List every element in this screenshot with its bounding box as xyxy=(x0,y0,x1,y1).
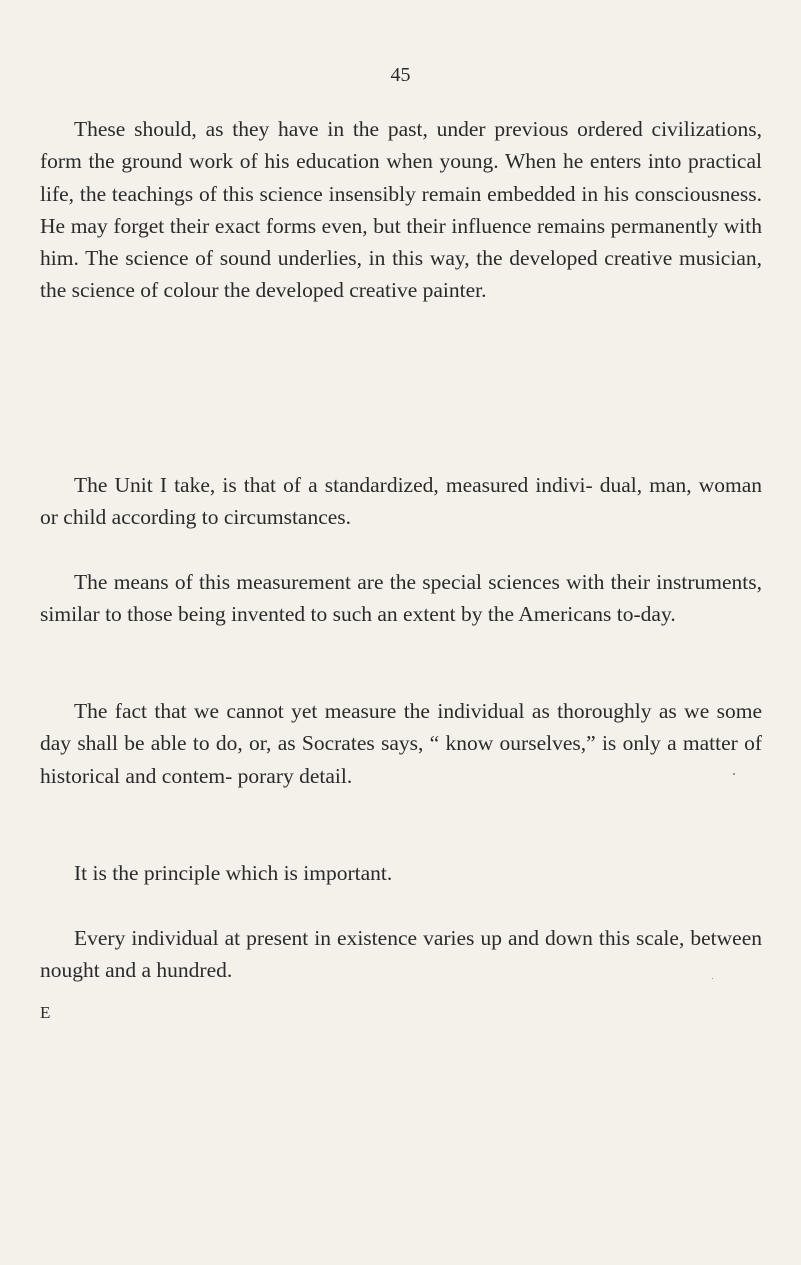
paragraph-4: The fact that we cannot yet measure the individual as thoroughly as we some day shall be able to do, or, as Socrates says, “ know ourselves,” is only a matter of historical and contem- porary detail. xyxy=(40,699,762,788)
paragraph-2: The Unit I take, is that of a standardized, measured indivi- dual, man, woman or child according to circumstances. xyxy=(40,473,762,530)
signature-mark: E xyxy=(40,1003,51,1022)
paragraph-3: The means of this measurement are the special sciences with their instruments, similar to those being invented to such an extent by the Americans to-day. xyxy=(40,570,762,627)
paper-speck xyxy=(733,773,735,775)
paragraph-5: It is the principle which is important. xyxy=(74,861,393,885)
paper-speck xyxy=(712,978,713,979)
paragraph-6: Every individual at present in existence varies up and down this scale, between nought and a hundred. xyxy=(40,926,762,983)
paragraph-1: These should, as they have in the past, under previous ordered civilizations, form the ground work of his education when young. When he enters into practical life, the teachings of this science insensibly remain embedded in his consciousness. He may forget their exact forms even, but their influence remains permanently with him. The science of sound underlies, in this way, the developed creative musician, the science of colour the developed creative painter. xyxy=(40,117,762,303)
page-number: 45 xyxy=(390,64,411,86)
